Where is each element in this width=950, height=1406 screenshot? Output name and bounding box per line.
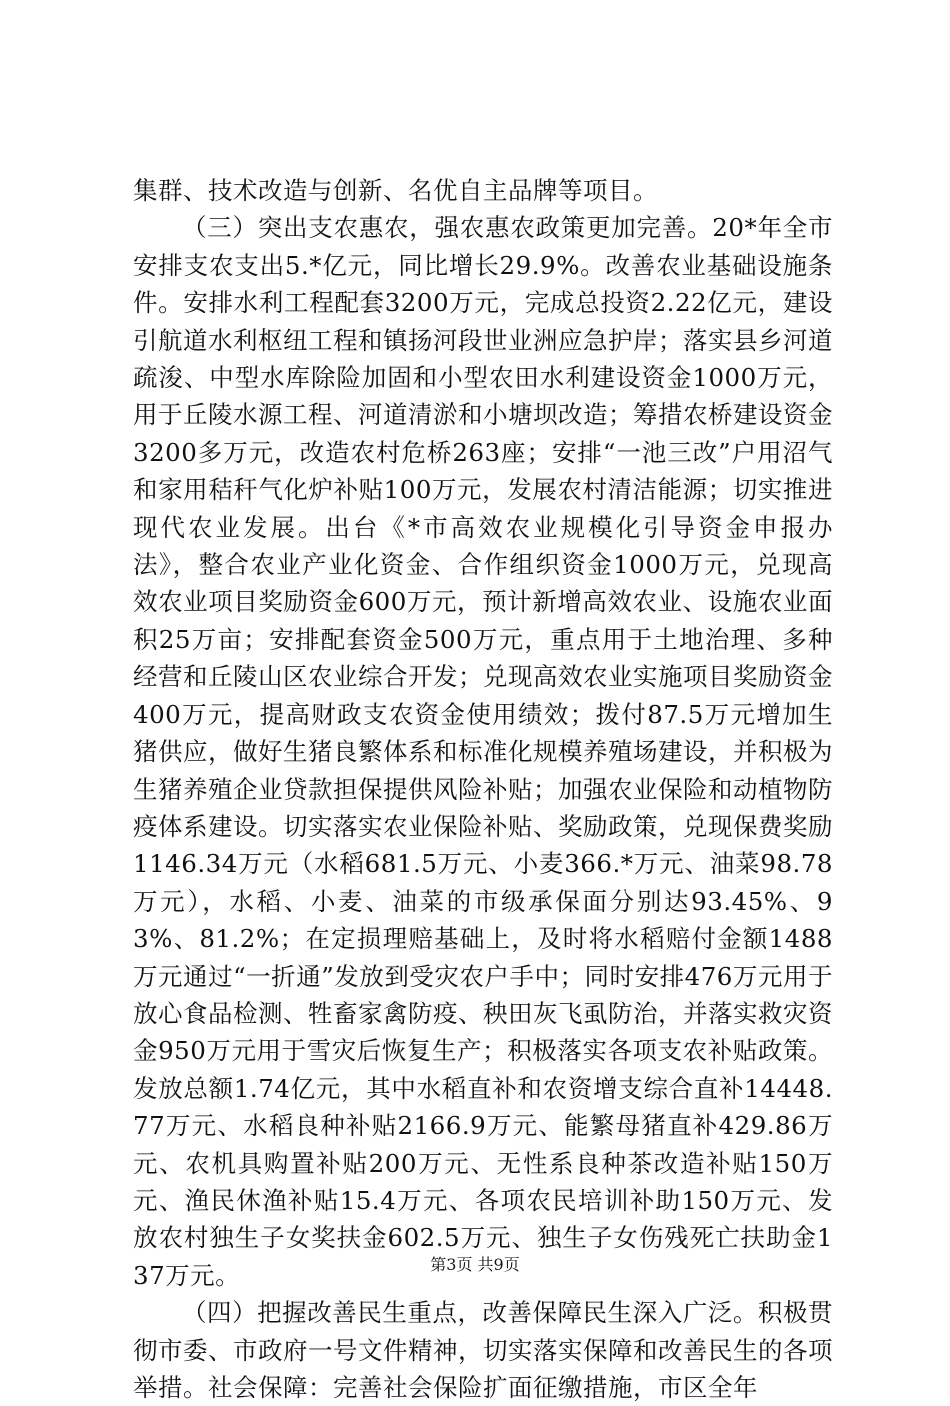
paragraph-2: （三）突出支农惠农，强农惠农政策更加完善。20*年全市安排支农支出5.*亿元，同比增长29.9%。改善农业基础设施条件。安排水利工程配套3200万元，完成总投资2.22亿元，建设引航道水利枢纽工程和镇扬河段世业洲应急护岸；落实县乡河道疏浚、中型水库除险加固和小型农田水利建设资金1000万元，用于丘陵水源工程、河道清淤和小塘坝改造；筹措农桥建设资金3200多万元，改造农村危桥263座；安排“一池三改”户用沼气和家用秸秆气化炉补贴100万元，发展农村清洁能源；切实推进现代农业发展。出台《*市高效农业规模化引导资金申报办法》，整合农业产业化资金、合作组织资金1000万元，兑现高效农业项目奖励资金600万元，预计新增高效农业、设施农业面积25万亩；安排配套资金500万元，重点用于土地治理、多种经营和丘陵山区农业综合开发；兑现高效农业实施项目奖励资金400万元，提高财政支农资金使用绩效；拨付87.5万元增加生猪供应，做好生猪良繁体系和标准化规模养殖场建设，并积极为生猪养殖企业贷款担保提供风险补贴；加强农业保险和动植物防疫体系建设。切实落实农业保险补贴、奖励政策，兑现保费奖励1146.34万元（水稻681.5万元、小麦366.*万元、油菜98.78万元），水稻、小麦、油菜的市级承保面分别达93.45%、93%、81.2%；在定损理赔基础上，及时将水稻赔付金额1488万元通过“一折通”发放到受灾农户手中；同时安排476万元用于放心食品检测、牲畜家禽防疫、秧田灰飞虱防治，并落实救灾资金950万元用于雪灾后恢复生产；积极落实各项支农补贴政策。发放总额1.74亿元，其中水稻直补和农资增支综合直补14448.77万元、水稻良种补贴2166.9万元、能繁母猪直补429.86万元、农机具购置补贴200万元、无性系良种茶改造补贴150万元、渔民休渔补贴15.4万元、各项农民培训补助150万元、发放农村独生子女奖扶金602.5万元、独生子女伤残死亡扶助金137万元。	[133, 213, 833, 1290]
paragraph-3: （四）把握改善民生重点，改善保障民生深入广泛。积极贯彻市委、市政府一号文件精神，切实落实保障和改善民生的各项举措。社会保障：完善社会保险扩面征缴措施，市区全年	[133, 1298, 833, 1402]
page-footer	[0, 1252, 950, 1275]
paragraph-1: 集群、技术改造与创新、名优自主品牌等项目。	[133, 176, 658, 205]
body-text	[133, 172, 833, 1406]
page-number-label: 第3页 共9页	[430, 1255, 520, 1274]
